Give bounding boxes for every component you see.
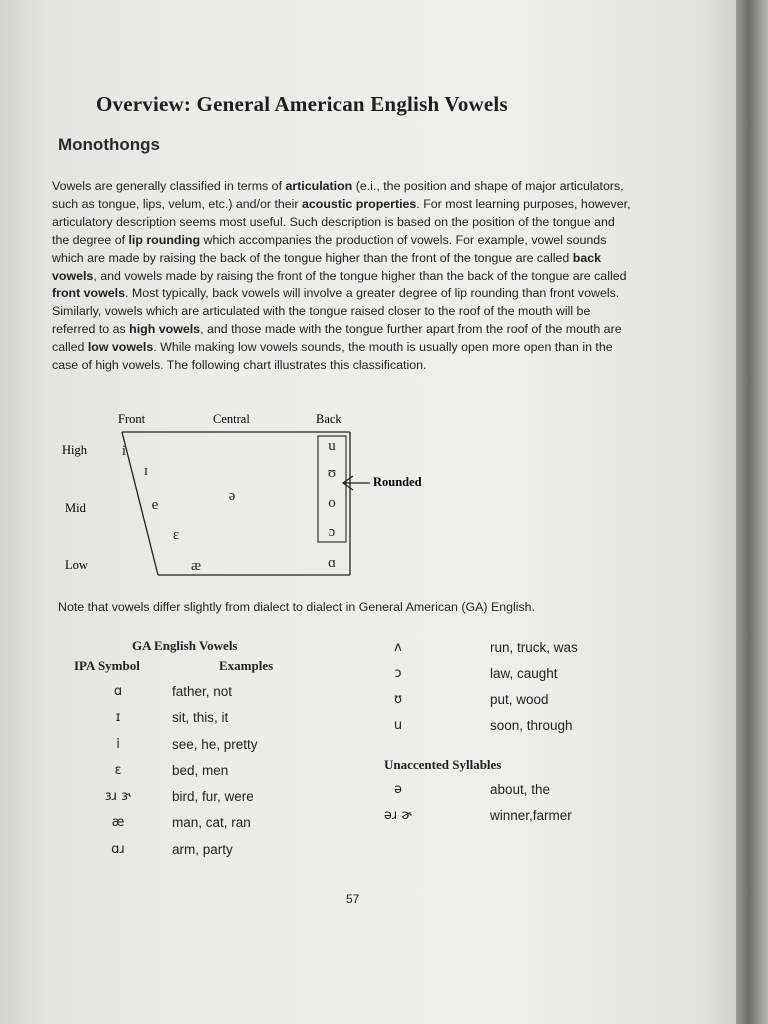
label-back: Back: [316, 412, 342, 426]
dialect-note: Note that vowels differ slightly from dialect to dialect in General American (GA) English.: [58, 600, 536, 614]
vowel-o: o: [328, 495, 336, 511]
label-rounded: Rounded: [373, 475, 422, 489]
label-high: High: [62, 443, 87, 457]
label-front: Front: [118, 412, 146, 426]
vowel-ae: æ: [190, 558, 202, 574]
page-title: Overview: General American English Vowels: [96, 92, 508, 116]
label-mid: Mid: [65, 501, 86, 515]
vowel-open-o: ɔ: [328, 524, 336, 540]
page-number: 57: [346, 892, 360, 906]
column-header-examples: Examples: [219, 658, 274, 673]
vowel-schwa: ə: [228, 488, 236, 504]
book-page: Overview: General American English Vowels Monothongs Vowels are generally classified in terms of articulation (e.i., the position and shape of major articulators, such as tongue, lips, velum, etc.) and/or their acoustic properties. For most learning purposes, however, articulatory description seems most useful. Such description is based on the position of the tongue and the degree of lip rounding which accompanies the production of vowels. For example, vowel sounds which are made by raising the back of the tongue higher than the front of the tongue are called back vowels, and vowels made by raising the front of the tongue higher than the back of the tongue are called front vowels. Most typically, back vowels will involve a greater degree of lip rounding than front vowels. Similarly, vowels which are articulated with the tongue raised closer to the roof of the mouth will be referred to as high vowels, and those made with the tongue further apart from the roof of the mouth are called low vowels. While making low vowels sounds, the mouth is usually open more open than in the case of high vowels. The following chart illustrates this classification. Front Central Back High Mid Low Rounded i ɪ e ə ɛ æ u ʊ o ɔ ɑ Note that vowels differ slightly from dialect to dialect in General American (GA) English. GA English Vowels IPA Symbol Examples ɑ father, not ɪ sit, this, it i see, he, pretty ɛ bed, men ɜɹ ɝ bird, fur, were æ man, cat, ran ɑɹ arm, party ʌ run, truck, was ɔ law, caught ʊ put, wood u soon, through Unaccented Syllables ə about, the əɹ ɚ winner,farmer 57: [0, 0, 740, 1024]
section-heading: Monothongs: [58, 135, 160, 154]
vowel-upsilon: ʊ: [327, 465, 337, 481]
intro-paragraph: Vowels are generally classified in terms of articulation (e.i., the position and shape of major articulators, such as tongue, lips, velum, etc.) and/or their acoustic properties. For most learning purposes, however, articulatory description seems most useful. Such description is based on the position of the tongue and the degree of lip rounding which accompanies the production of vowels. For example, vowel sounds which are made by raising the back of the tongue higher than the front of the tongue are called back vowels, and vowels made by raising the front of the tongue higher than the back of the tongue are called front vowels. Most typically, back vowels will involve a greater degree of lip rounding than front vowels. Similarly, vowels which are articulated with the tongue raised closer to the roof of the mouth will be referred to as high vowels, and those made with the tongue further apart from the roof of the mouth are called low vowels. While making low vowels sounds, the mouth is usually open more open than in the case of high vowels. The following chart illustrates this classification.: [52, 179, 631, 373]
vowel-u: u: [328, 438, 336, 454]
vowel-i: i: [121, 443, 127, 459]
column-header-ipa: IPA Symbol: [74, 658, 140, 673]
label-central: Central: [213, 412, 250, 426]
vowel-small-i: ɪ: [143, 463, 149, 479]
vowel-chart: [50, 406, 450, 586]
vowel-epsilon: ɛ: [172, 527, 180, 543]
vowel-alpha: ɑ: [328, 555, 336, 571]
book-spine-shadow: [736, 0, 768, 1024]
unaccented-heading: Unaccented Syllables: [384, 757, 502, 772]
table-title: GA English Vowels: [132, 638, 238, 653]
vowel-e: e: [151, 497, 159, 513]
label-low: Low: [65, 558, 88, 572]
